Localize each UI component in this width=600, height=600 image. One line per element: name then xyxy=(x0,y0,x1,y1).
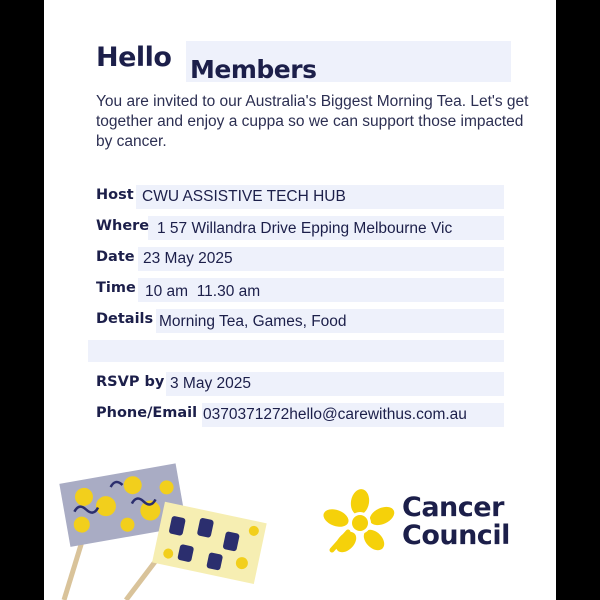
time-label: Time xyxy=(96,280,136,296)
rsvp-label: RSVP by xyxy=(96,374,165,390)
details-value: Morning Tea, Games, Food xyxy=(159,313,347,330)
logo-line-1: Cancer xyxy=(402,492,504,523)
details-label: Details xyxy=(96,311,154,327)
date-label: Date xyxy=(96,249,135,265)
blank-field[interactable] xyxy=(88,340,504,362)
invitation-text: You are invited to our Australia's Biggest Morning Tea. Let's get together and enjoy a cuppa so we can support those impacted by cancer. xyxy=(96,93,529,150)
where-label: Where xyxy=(96,218,150,234)
rsvp-value: 3 May 2025 xyxy=(170,375,251,392)
date-value: 23 May 2025 xyxy=(143,250,233,267)
bunting-flags-icon xyxy=(44,455,274,600)
daffodil-icon xyxy=(320,488,398,556)
invitation-page xyxy=(44,0,556,600)
phone-email-label: Phone/Email xyxy=(96,405,198,421)
cancer-council-logo xyxy=(402,494,510,550)
phone-email-value: 0370371272hello@carewithus.com.au xyxy=(203,406,467,423)
hello-heading: Hello xyxy=(96,42,172,73)
where-value: 1 57 Willandra Drive Epping Melbourne Vic xyxy=(157,220,453,237)
time-value: 10 am 11.30 am xyxy=(145,283,261,300)
members-heading: Members xyxy=(190,55,317,84)
logo-line-2: Council xyxy=(402,520,510,551)
host-value: CWU ASSISTIVE TECH HUB xyxy=(142,188,346,205)
host-label: Host xyxy=(96,187,134,203)
